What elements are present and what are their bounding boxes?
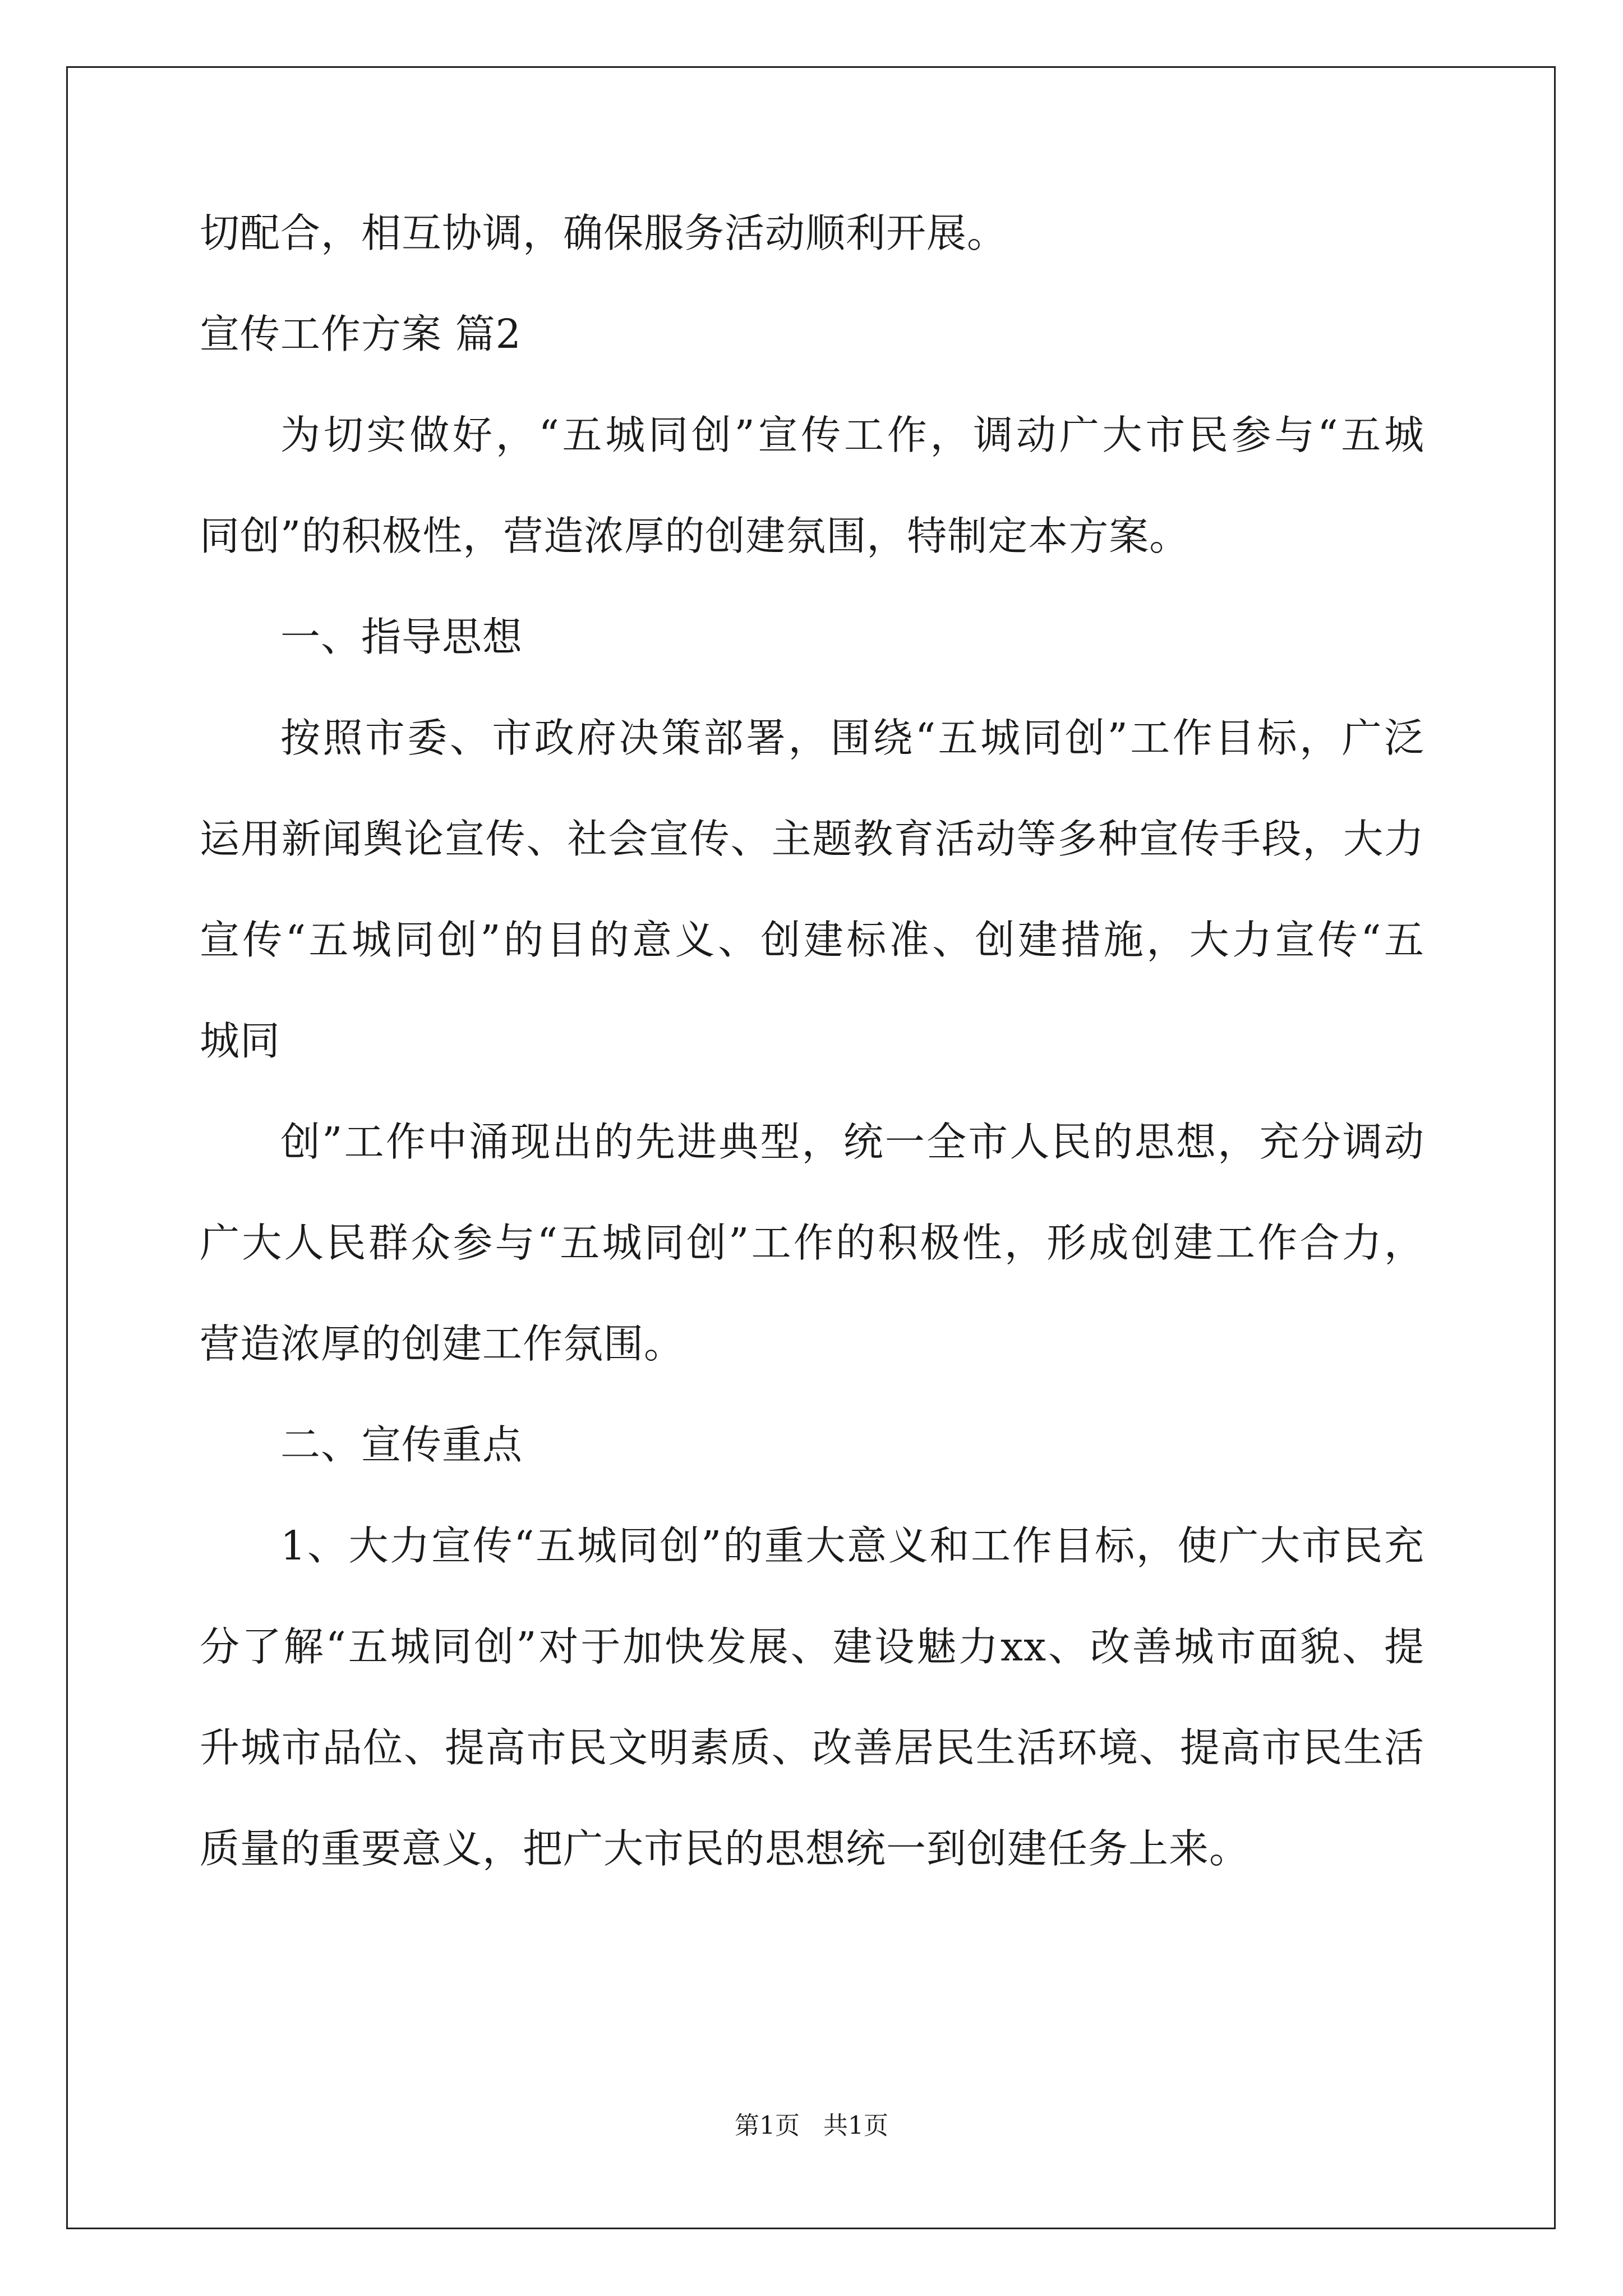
text-line: 同创”的积极性，营造浓厚的创建氛围，特制定本方案。 <box>200 513 1190 559</box>
text-line: 升城市品位、提高市民文明素质、改善居民生活环境、提高市民生活 <box>200 1724 1424 1771</box>
text-line: 宣传“五城同创”的目的意义、创建标准、创建措施，大力宣传“五 <box>200 917 1424 963</box>
text-line: 营造浓厚的创建工作氛围。 <box>200 1320 685 1367</box>
page-number: 第1页 共1页 <box>735 2111 888 2140</box>
text-line: 分了解“五城同创”对于加快发展、建设魅力xx、改善城市面貌、提 <box>200 1623 1424 1670</box>
text-line: 运用新闻舆论宣传、社会宣传、主题教育活动等多种宣传手段，大力 <box>200 816 1424 862</box>
subheading: 一、指导思想 <box>280 614 523 660</box>
text-line: 广大人民群众参与“五城同创”工作的积极性，形成创建工作合力， <box>200 1220 1424 1266</box>
text-line: 质量的重要意义，把广大市民的思想统一到创建任务上来。 <box>200 1825 1250 1872</box>
section-heading: 宣传工作方案 篇2 <box>200 311 522 357</box>
subheading: 二、宣传重点 <box>280 1421 523 1468</box>
text-line: 创”工作中涌现出的先进典型，统一全市人民的思想，充分调动 <box>280 1119 1424 1165</box>
text-line: 1、大力宣传“五城同创”的重大意义和工作目标，使广大市民充 <box>280 1522 1424 1569</box>
text-line: 按照市委、市政府决策部署，围绕“五城同创”工作目标，广泛 <box>280 715 1424 761</box>
text-line: 为切实做好，“五城同创”宣传工作，调动广大市民参与“五城 <box>280 412 1424 458</box>
text-line: 切配合，相互协调，确保服务活动顺利开展。 <box>200 210 1008 256</box>
text-line: 城同 <box>200 1018 281 1064</box>
